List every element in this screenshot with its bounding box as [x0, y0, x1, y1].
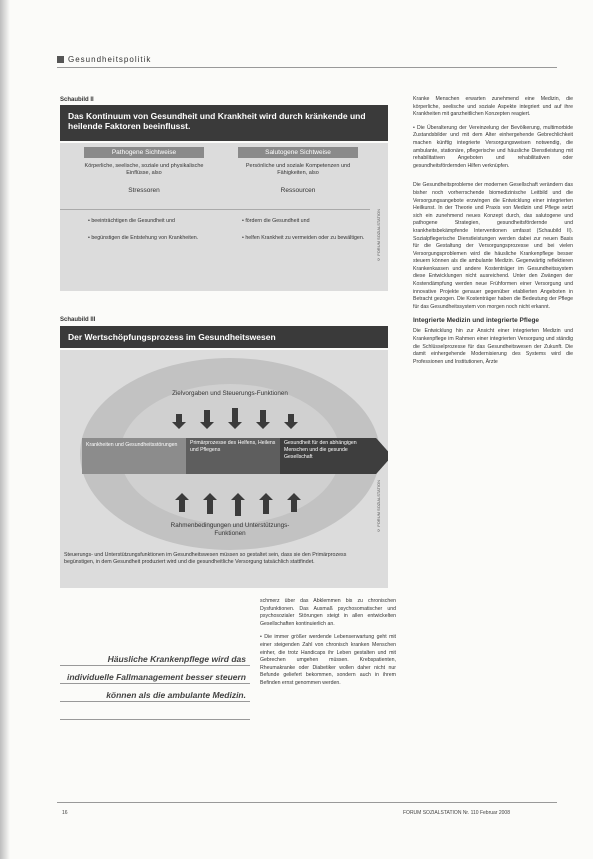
section-header	[57, 55, 151, 64]
salutogenic-bullet-2: • helfen Krankheit zu vermeiden oder zu bewältigen.	[242, 235, 365, 241]
subheading-integrated-care: Integrierte Medizin und integrierte Pflege	[413, 317, 540, 325]
figure-3-title: Der Wertschöpfungsprozess im Gesundheitswesen	[60, 326, 388, 348]
salutogenic-column	[238, 147, 358, 194]
quote-rule-4	[60, 719, 250, 720]
salutogenic-bullet-1: • fördern die Gesundheit und	[242, 218, 310, 224]
figure-2-credit: © FORUM SOZIALSTATION	[376, 209, 381, 262]
top-functions-label: Zielvorgaben und Steuerungs-Funktionen	[172, 390, 288, 397]
salutogenic-text: Persönliche und soziale Kompetenzen und Fähigkeiten, also	[245, 163, 351, 176]
pathogenic-key: Stressoren	[128, 187, 160, 194]
section-square-icon	[57, 56, 64, 63]
page-shadow	[0, 0, 10, 859]
middle-para-2: • Die immer größer werdende Lebenserwartung geht mit einer steigenden Zahl von chronisch kranken Menschen einher, die trotz Handicaps ihr Leben gestalten und mit Gebrechen umgehen müssen. Krebspatienten, Rheumakranke oder Diabetiker wollen daher nicht nur Befunde geliefert bekommen, sondern auch in ihrem Befinden ernst genommen werden.	[260, 634, 396, 686]
figure-3	[60, 326, 388, 588]
figure-3-label: Schaubild III	[60, 317, 96, 323]
pathogenic-bullet-2: • begünstigen die Entstehung von Krankheiten.	[88, 235, 199, 241]
figure-3-caption: Steuerungs- und Unterstützungsfunktionen im Gesundheitswesen müssen so gestaltet sein, dass sie den Primärprozess begünstigen, in dem Gesundheit produziert wird und die gesundheitliche Versorgung tatsächlich stattfindet.	[64, 552, 347, 565]
salutogenic-title: Salutogene Sichtweise	[238, 147, 358, 158]
page-number: 16	[62, 810, 68, 816]
step-2-label: Primärprozesse des Helfens, Heilens und Pflegens	[190, 440, 276, 453]
figure-2-panel	[60, 143, 388, 291]
right-para-2: • Die Überalterung der Vereinzelung der Bevölkerung, multimorbide Zustandsbilder und mit dem Alter einhergehende Gebrechlichkeit machen künftig integrierte Versorgungsweisen notwendig, die ambulante, stationäre, pflegerische und häusliche Dienstleistung mit rehabilitativen Angeboten und rehabilitativen oder gesundheitsfördernden Hilfen verknüpfen.	[413, 124, 573, 169]
right-para-4: Die Entwicklung hin zur Ansicht einer integrierten Medizin und Krankenpflege im Rahmen einer integrierten Versorgung und ständig die Schlüsselprozesse für das Gesundheitswesen der Zukunft. Die damit einhergehende Modernisierung des Systems wird die Professionen und Institutionen, Ärzte	[413, 328, 573, 365]
section-title: Gesundheitspolitik	[68, 55, 152, 64]
right-para-3: Die Gesundheitsprobleme der modernen Gesellschaft verändern das bisher noch vorherrschende biomedizinische Leitbild und die Versorgungsangebote erzwingen die Entwicklung einer integrierten Heilkunst. In der Theorie und Praxis von Medizin und Pflege setzt sich ein zunehmend neues Konzept durch, das salutogene und pathogene Strategien, gesundheitsfördernde und krankheitsbekämpfende Interventionen umfasst (Schaubild II). Sozialpflegerische Dienstleistungen werden dabei zur neuen Basis für die Gestaltung der Versorgungsprozesse und bei vielen Versorgungsproblemen wird die häusliche Krankenpflege besser steuern können als die ambulante Medizin. Gegenwärtig reflektieren Krankenkassen und andere Kostenträger im Gesundheitssystem diese Entwicklungen nicht ausreichend. Unter den Zwängen der Kostendämpfung werden neue Frühformen einer Versorgung und innovative Projekte genauer gegenüber etablierten Angeboten in Betracht gezogen. Die Kostenträger haben die Bedeutung der Pflege für das Gesundheitssystem von morgen noch nicht erkannt.	[413, 182, 573, 310]
pathogenic-title: Pathogene Sichtweise	[84, 147, 204, 158]
panel-divider	[60, 209, 370, 210]
middle-column	[260, 598, 396, 694]
figure-2-label: Schaubild II	[60, 97, 94, 103]
right-column	[413, 96, 573, 372]
right-para-1: Kranke Menschen erwarten zunehmend eine Medizin, die körperliche, seelische und soziale Aspekte integriert und auf ihre Krankheiten mit ganzheitlichen Konzepten reagiert.	[413, 96, 573, 118]
figure-2-title: Das Kontinuum von Gesundheit und Krankheit wird durch kränkende und heilende Faktoren beeinflusst.	[60, 105, 388, 141]
salutogenic-key: Ressourcen	[280, 187, 316, 194]
pull-quote	[60, 648, 250, 738]
step-1-label: Krankheiten und Gesundheitsstörungen	[86, 442, 178, 448]
figure-3-panel	[60, 350, 388, 588]
footer-publication: FORUM SOZIALSTATION Nr. 110 Februar 2008	[403, 810, 510, 816]
figure-2	[60, 105, 388, 295]
header-rule	[57, 67, 557, 68]
pathogenic-column	[84, 147, 204, 194]
pathogenic-text: Körperliche, seelische, soziale und physikalische Einflüsse, also	[84, 163, 204, 176]
footer-rule	[57, 802, 557, 803]
middle-para-1: schmerz über das Abklemmen bis zu chronischen Dysfunktionen. Das Ausmaß psychosomatischer und psychosozialer Störungen steigt in allen entwickelten Gesellschaften kontinuierlich an.	[260, 598, 396, 627]
figure-3-credit: © FORUM SOZIALSTATION	[376, 480, 381, 533]
step-3-label: Gesundheit für den abhängigen Menschen und die gesunde Gesellschaft	[284, 440, 357, 460]
quote-text: Häusliche Krankenpflege wird das individuelle Fallmanagement besser steuern können als die ambulante Medizin.	[66, 654, 246, 700]
bottom-functions-label: Rahmenbedingungen und Unterstützungs-Funktionen	[170, 522, 290, 537]
pathogenic-bullet-1: • beeinträchtigen die Gesundheit und	[88, 218, 175, 224]
